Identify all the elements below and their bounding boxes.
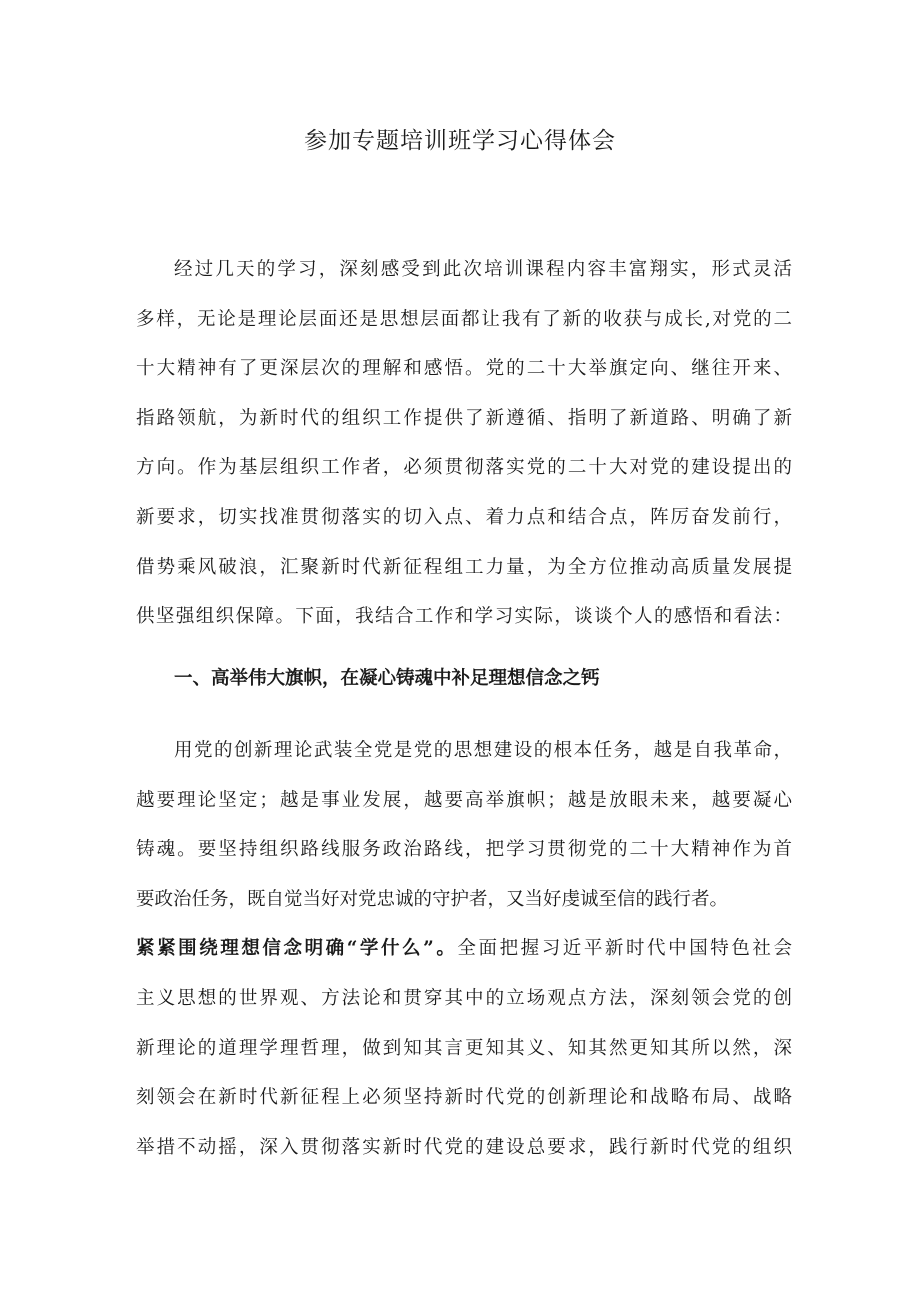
paragraph-line: 主义思想的世界观、方法论和贯穿其中的立场观点方法，深刻领会党的创 <box>136 987 792 1009</box>
document-title: 参加专题培训班学习心得体会 <box>304 128 616 154</box>
section1-paragraph <box>136 726 792 1172</box>
paragraph-line-mixed <box>136 924 792 974</box>
section-heading: 一、高举伟大旗帜，在凝心铸魂中补足理想信念之钙 <box>174 668 600 689</box>
lead-rest-text: 全面把握习近平新时代中国特色社会 <box>457 938 792 960</box>
paragraph-line: 铸魂。要坚持组织路线服务政治路线，把学习贯彻党的二十大精神作为首 <box>136 839 792 861</box>
paragraph-line: 供坚强组织保障。下面，我结合工作和学习实际，谈谈个人的感悟和看法： <box>136 606 792 628</box>
paragraph-line: 多样，无论是理论层面还是思想层面都让我有了新的收获与成长,对党的二 <box>136 308 792 330</box>
paragraph-line: 经过几天的学习，深刻感受到此次培训课程内容丰富翔实，形式灵活 <box>174 259 792 280</box>
paragraph-line: 新理论的道理学理哲理，做到知其言更知其义、知其然更知其所以然，深 <box>136 1037 792 1059</box>
paragraph-line: 举措不动摇，深入贯彻落实新时代党的建设总要求，践行新时代党的组织 <box>136 1136 792 1158</box>
paragraph-line: 十大精神有了更深层次的理解和感悟。党的二十大举旗定向、继往开来、 <box>136 358 792 380</box>
paragraph-line: 刻领会在新时代新征程上必须坚持新时代党的创新理论和战略布局、战略 <box>136 1087 792 1109</box>
bold-lead-text: 紧紧围绕理想信念明确“学什么”。 <box>136 938 458 960</box>
paragraph-line: 方向。作为基层组织工作者，必须贯彻落实党的二十大对党的建设提出的 <box>136 457 792 479</box>
paragraph-line: 新要求，切实找准贯彻落实的切入点、着力点和结合点，阵厉奋发前行， <box>136 506 792 528</box>
paragraph-line: 借势乘风破浪，汇聚新时代新征程组工力量，为全方位推动高质量发展提 <box>136 556 792 578</box>
paragraph-line: 越要理论坚定；越是事业发展，越要高举旗帜；越是放眼未来，越要凝心 <box>136 789 792 811</box>
paragraph-line: 用党的创新理论武装全党是党的思想建设的根本任务，越是自我革命， <box>174 740 792 761</box>
paragraph-line: 要政治任务，既自觉当好对党忠诚的守护者，又当好虔诚至信的践行者。 <box>136 888 729 910</box>
paragraph-line: 指路领航，为新时代的组织工作提供了新遵循、指明了新道路、明确了新 <box>136 407 792 429</box>
intro-paragraph <box>136 245 792 642</box>
